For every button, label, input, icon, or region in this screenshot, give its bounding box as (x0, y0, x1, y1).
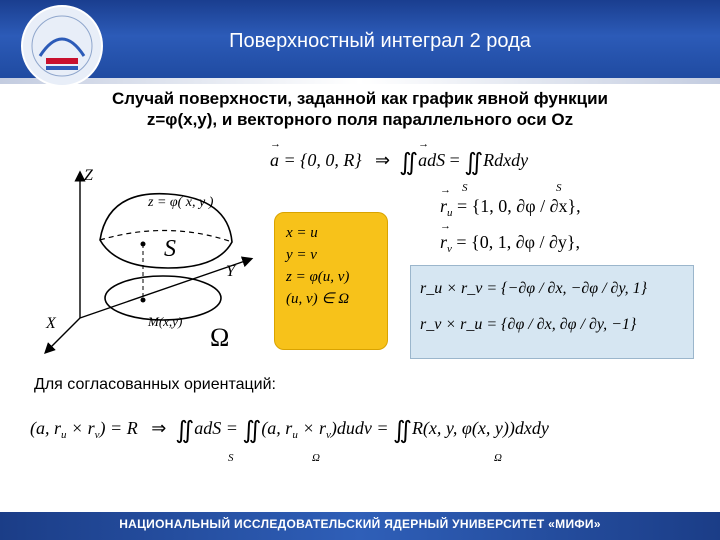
point-in-domain (141, 298, 146, 303)
final-part2: adS = (194, 418, 243, 438)
double-integral-symbol: ∬ (399, 150, 419, 176)
sub-s-2: S (556, 182, 562, 194)
subtitle-line-2: z=φ(x,y), и векторного поля параллельного оси Oz (146, 110, 574, 129)
field-rhs: Rdxdy (483, 150, 529, 170)
axis-y-label: Y (226, 263, 235, 280)
page-title: Поверхностный интеграл 2 рода (229, 30, 531, 52)
final-integral-1: ∬ (175, 418, 195, 444)
mephi-logo (18, 2, 106, 90)
point-label: M(x,y) (148, 314, 183, 329)
final-sub-omega-1: Ω (312, 452, 320, 464)
parametrization-system (286, 222, 349, 310)
final-equation (30, 416, 549, 445)
final-part1b: × r (66, 418, 95, 438)
field-lhs: a = {0, 0, R} → (270, 150, 362, 170)
sub-s-1: S (462, 182, 468, 194)
surface-figure (28, 150, 260, 356)
axis-z-label: Z (84, 167, 93, 184)
ru-rhs: = {1, 0, ∂φ / ∂x}, (457, 196, 581, 216)
surface-equation: z = φ( x, y ) (148, 195, 214, 210)
final-integral-3: ∬ (393, 418, 412, 444)
final-sub-s: S (228, 452, 234, 464)
ru-sub: u (447, 207, 453, 219)
final-sub-u-2: u (292, 429, 298, 441)
final-part1: (a, r (30, 418, 61, 438)
rv-lhs: r → (440, 232, 447, 252)
double-integral-symbol-2: ∬ (464, 150, 484, 176)
rv-equation (440, 232, 580, 255)
footer-bar (0, 512, 720, 540)
final-part3c: )dudv = (330, 418, 393, 438)
subtitle (30, 88, 690, 130)
cross-line-2: r_v × r_u = {∂φ / ∂x, ∂φ / ∂y, −1} (420, 316, 637, 333)
final-part3b: × r (297, 418, 326, 438)
ru-lhs: r → (440, 196, 447, 216)
final-part1c: ) = R (99, 418, 138, 438)
subtitle-line-1: Случай поверхности, заданной как график явной функции (112, 89, 608, 108)
equals-symbol: = (449, 150, 460, 170)
point-on-surface (141, 242, 146, 247)
field-equation (270, 148, 528, 177)
system-line-4: (u, v) ∈ Ω (286, 291, 350, 307)
header-stripe (0, 78, 720, 84)
cross-line-1: r_u × r_v = {−∂φ / ∂x, −∂φ / ∂y, 1} (420, 280, 648, 297)
rv-rhs: = {0, 1, ∂φ / ∂y}, (456, 232, 581, 252)
ru-equation (440, 196, 581, 219)
final-sub-omega-2: Ω (494, 452, 502, 464)
final-sub-v-2: v (325, 429, 331, 441)
field-integrand: adS → (418, 150, 445, 170)
final-part4: R(x, y, φ(x, y))dxdy (411, 418, 549, 438)
domain-label: Ω (210, 323, 230, 352)
final-part3: (a, r (261, 418, 293, 438)
system-line-1: x = u (286, 225, 318, 241)
footer-text: НАЦИОНАЛЬНЫЙ ИССЛЕДОВАТЕЛЬСКИЙ ЯДЕРНЫЙ УНИВЕРСИТЕТ «МИФИ» (119, 517, 601, 531)
surface-label: S (164, 236, 176, 262)
final-implies: ⇒ (151, 418, 167, 438)
rv-sub: v (447, 243, 452, 255)
system-line-3: z = φ(u, v) (286, 269, 350, 285)
orientation-label: Для согласованных ориентаций: (34, 376, 276, 393)
final-integral-2: ∬ (242, 418, 262, 444)
axis-x-label: X (46, 315, 56, 332)
implies-symbol: ⇒ (375, 150, 391, 170)
system-line-2: y = v (286, 247, 317, 263)
final-sub-u: u (61, 429, 67, 441)
final-sub-v: v (94, 429, 100, 441)
